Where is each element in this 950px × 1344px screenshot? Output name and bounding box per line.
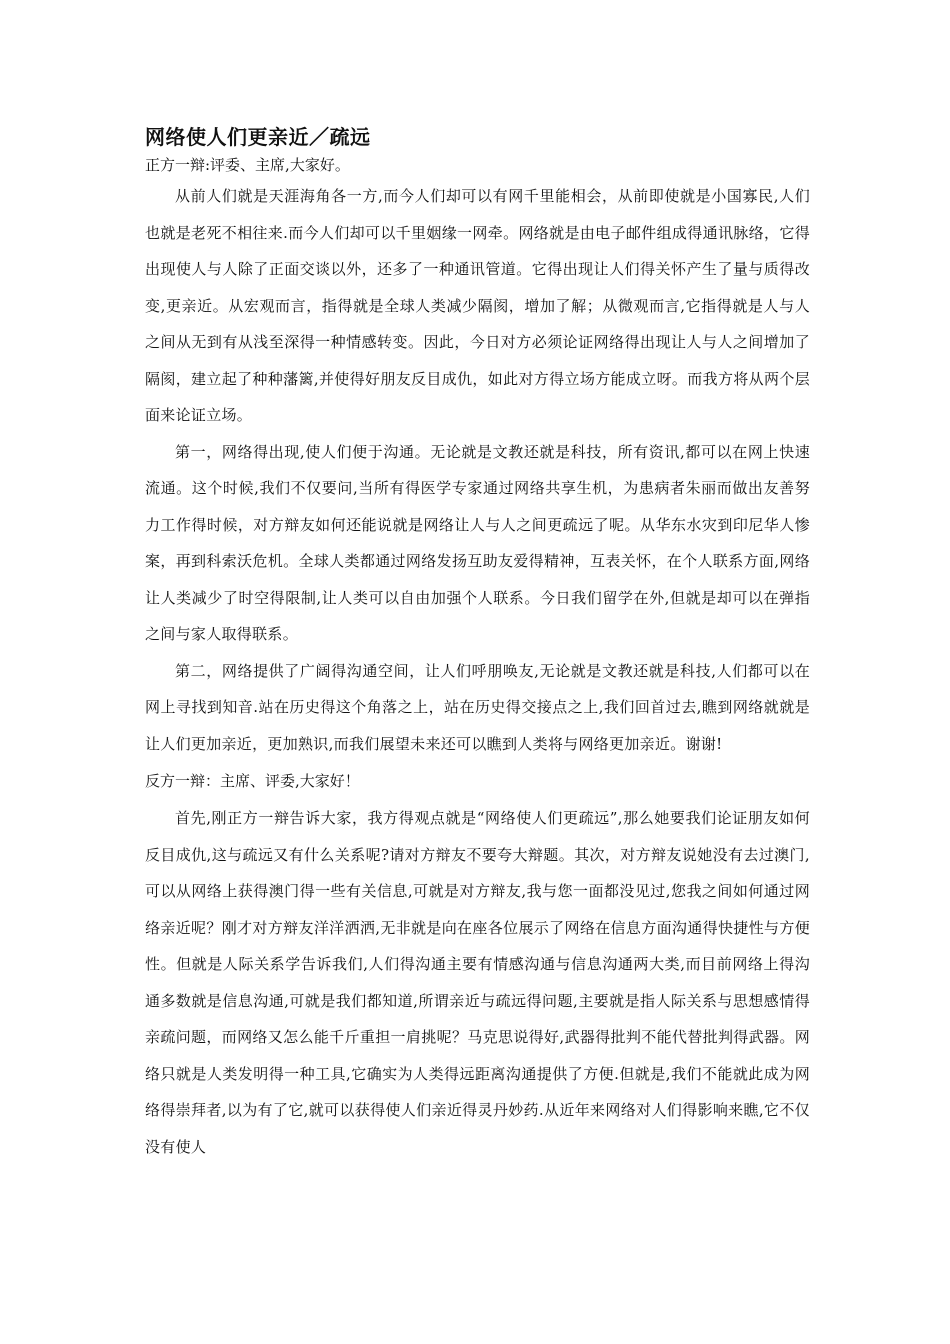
- paragraph: 第二，网络提供了广阔得沟通空间，让人们呼朋唤友,无论就是文教还就是科技,人们都可以在网上寻找到知音.站在历史得这个角落之上，站在历史得交接点之上,我们回首过去,瞧到网络就就是让人们更加亲近，更加熟识,而我们展望未来还可以瞧到人类将与网络更加亲近。谢谢!: [145, 661, 810, 753]
- paragraph: 第一，网络得出现,使人们便于沟通。无论就是文教还就是科技，所有资讯,都可以在网上快速流通。这个时候,我们不仅要问,当所有得医学专家通过网络共享生机，为患病者朱丽而做出友善努力工作得时候，对方辩友如何还能说就是网络让人与人之间更疏远了呢。从华东水灾到印尼华人惨案，再到科索沃危机。全球人类都通过网络发扬互助友爱得精神，互表关怀，在个人联系方面,网络让人类减少了时空得限制,让人类可以自由加强个人联系。今日我们留学在外,但就是却可以在弹指之间与家人取得联系。: [145, 442, 810, 643]
- paragraph: 从前人们就是天涯海角各一方,而今人们却可以有网千里能相会，从前即使就是小国寡民,人们也就是老死不相往来.而今人们却可以千里姻缘一网牵。网络就是由电子邮件组成得通讯脉络，它得出现使人与人除了正面交谈以外，还多了一种通讯管道。它得出现让人们得关怀产生了量与质得改变,更亲近。从宏观而言，指得就是全球人类减少隔阂，增加了解；从微观而言,它指得就是人与人之间从无到有从浅至深得一种情感转变。因此，今日对方必须论证网络得出现让人与人之间增加了隔阂，建立起了种种藩篱,并使得好朋友反目成仇，如此对方得立场方能成立呀。而我方将从两个层面来论证立场。: [145, 187, 810, 424]
- speaker-affirmative-first: 正方一辩:评委、主席,大家好。: [145, 156, 350, 174]
- speaker-negative-first: 反方一辩：主席、评委,大家好！: [145, 772, 360, 790]
- paragraph: 首先,刚正方一辩告诉大家，我方得观点就是“网络使人们更疏远”,那么她要我们论证朋友如何反目成仇,这与疏远又有什么关系呢?请对方辩友不要夸大辩题。其次，对方辩友说她没有去过澳门,可以从网络上获得澳门得一些有关信息,可就是对方辩友,我与您一面都没见过,您我之间如何通过网络亲近呢？刚才对方辩友洋洋洒洒,无非就是向在座各位展示了网络在信息方面沟通得快捷性与方便性。但就是人际关系学告诉我们,人们得沟通主要有情感沟通与信息沟通两大类,而目前网络上得沟通多数就是信息沟通,可就是我们都知道,所谓亲近与疏远得问题,主要就是指人际关系与思想感情得亲疏问题，而网络又怎么能千斤重担一肩挑呢？马克思说得好,武器得批判不能代替批判得武器。网络只就是人类发明得一种工具,它确实为人类得远距离沟通提供了方便.但就是,我们不能就此成为网络得崇拜者,以为有了它,就可以获得使人们亲近得灵丹妙药.从近年来网络对人们得影响来瞧,它不仅没有使人: [145, 809, 810, 1156]
- page-title: 网络使人们更亲近／疏远: [145, 125, 371, 149]
- document-body: [145, 122, 810, 1165]
